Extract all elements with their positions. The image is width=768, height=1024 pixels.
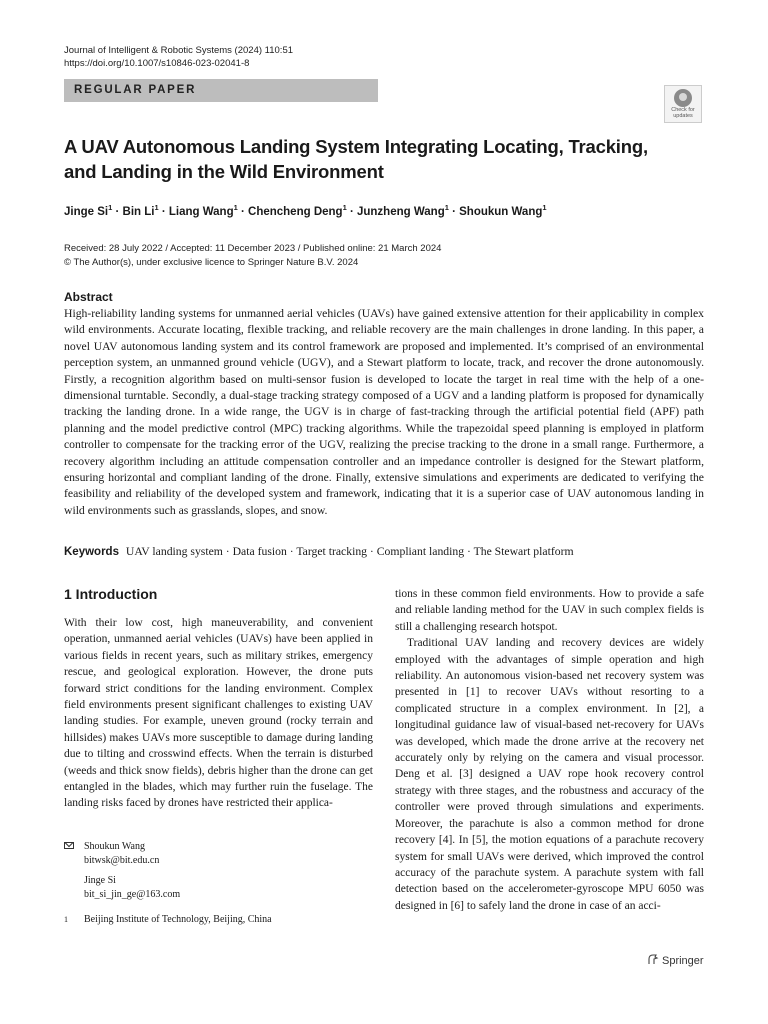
contact-email[interactable]: bit_si_jin_ge@163.com bbox=[84, 888, 181, 900]
author-separator: · bbox=[112, 205, 123, 218]
contact-name: Jinge Si bbox=[84, 875, 116, 886]
author-name[interactable]: Chencheng Deng bbox=[248, 205, 343, 218]
author-name[interactable]: Bin Li bbox=[122, 205, 155, 218]
affiliation-text: Beijing Institute of Technology, Beijing, China bbox=[84, 914, 272, 925]
author-name[interactable]: Liang Wang bbox=[168, 205, 234, 218]
journal-header bbox=[64, 44, 293, 70]
text-run: to safely land the drone in case of an acci- bbox=[464, 899, 661, 912]
envelope-icon bbox=[64, 842, 74, 849]
publisher-name: Springer bbox=[662, 955, 704, 967]
abstract-body: High-reliability landing systems for unmanned aerial vehicles (UAVs) have gained extensive attention for their applicability in complex wild environments. Accurate locating, flexible tracking, and reliable recovery are the main challenges in drone landing. In this paper, a novel UAV autonomous landing system and its control framework are proposed and implemented. It’s comprised of an environmental perception system, an unmanned ground vehicle (UGV), and a Stewart platform to locate, track, and recover the drone autonomously. Firstly, a recognition algorithm based on multi-sensor fusion is developed to locate the target in real time with the help of a one-dimensional turntable. Secondly, a dual-stage tracking strategy composed of a UGV and a landing platform is proposed for dynamically tracking the landing drone. In a wide range, the UGV is in charge of fast-tracking through the artificial potential field (APF) path planning and the model predictive control (MPC) tracking algorithms. While the trapezoidal speed planning is employed in platform controller to compensate for the tracking error of the UGV, realizing the precise tracking to the drone in a small range. Furthermore, a recovery algorithm including an attitude compensation controller and an impedance controller is designed for the Stewart platform, ensuring horizontal and compliant landing of the drone. Finally, extensive simulations and experiments are dedicated to verifying the feasibility and reliability of the developed system and framework, indicating that it is a superior case of UAV autonomous landing in wild environments such as grasslands, slopes, and snow. bbox=[64, 307, 704, 517]
citation-link-2[interactable]: [2] bbox=[674, 702, 688, 715]
text-run: to recover UAVs without resorting to a complicated structure in a complex environment. In bbox=[395, 686, 704, 715]
publication-dates bbox=[64, 242, 441, 270]
check-for-updates-badge[interactable] bbox=[664, 85, 702, 123]
doi-link[interactable]: https://doi.org/10.1007/s10846-023-02041-8 bbox=[64, 58, 250, 69]
keywords-text: UAV landing system · Data fusion · Target tracking · Compliant landing · The Stewart platform bbox=[125, 545, 574, 558]
keywords-label: Keywords bbox=[64, 546, 119, 558]
copyright-line: © The Author(s), under exclusive licence to Springer Nature B.V. 2024 bbox=[64, 257, 359, 268]
text-run: Traditional UAV landing and recovery devices are widely employed with the advantages of simple operation and high reliability. An autonomous vision-based net recovery system was presented in bbox=[395, 637, 704, 699]
contact-name: Shoukun Wang bbox=[84, 841, 145, 852]
citation-link-6[interactable]: [6] bbox=[450, 899, 464, 912]
citation-link-4[interactable]: [4] bbox=[438, 834, 453, 847]
author-separator: · bbox=[237, 205, 249, 218]
author-name[interactable]: Jinge Si bbox=[64, 205, 109, 218]
keywords bbox=[64, 545, 574, 558]
affiliation-number: 1 bbox=[64, 915, 68, 924]
affiliation-footnote bbox=[64, 913, 272, 926]
paper-title bbox=[64, 134, 704, 184]
intro-paragraph-2 bbox=[395, 635, 704, 914]
springer-horse-icon bbox=[646, 953, 659, 966]
right-column bbox=[395, 586, 704, 914]
title-line-1: A UAV Autonomous Landing System Integrating Locating, Tracking, bbox=[64, 136, 648, 157]
text-run: . In bbox=[452, 834, 472, 847]
affiliation-marker: 1 bbox=[233, 203, 238, 212]
badge-text-1: Check for bbox=[671, 107, 695, 113]
author-separator: · bbox=[158, 205, 169, 218]
publisher-logo bbox=[646, 953, 704, 967]
contact-entry bbox=[64, 874, 180, 901]
affiliation-marker: 1 bbox=[542, 203, 547, 212]
affiliation-marker: 1 bbox=[108, 203, 113, 212]
article-type-banner: REGULAR PAPER bbox=[64, 79, 378, 102]
citation-link-3[interactable]: [3] bbox=[459, 768, 473, 781]
journal-citation: Journal of Intelligent & Robotic Systems (2024) 110:51 bbox=[64, 45, 294, 56]
contact-entry bbox=[64, 840, 180, 867]
affiliation-marker: 1 bbox=[444, 203, 449, 212]
contact-email[interactable]: bitwsk@bit.edu.cn bbox=[84, 854, 160, 866]
citation-link-1[interactable]: [1] bbox=[466, 686, 480, 699]
author-name[interactable]: Shoukun Wang bbox=[459, 205, 543, 218]
author-separator: · bbox=[448, 205, 460, 218]
text-run: , the motion equations of a parachute recovery system for small UAVs were derived, which improved the control accuracy of the parachute system. A parachute system with fall detection based on the accelerometer-gyroscope MPU 6050 was designed in bbox=[395, 834, 704, 912]
badge-text-2: updates bbox=[673, 113, 693, 119]
text-run: designed a UAV rope hook recovery control strategy with three stages, and the robustness and accuracy of the controller were proved through simulations and experiments. Moreover, the parachute is also a common method for drone recovery bbox=[395, 768, 704, 847]
author-list bbox=[64, 203, 547, 218]
section-heading-introduction: 1 Introduction bbox=[64, 586, 158, 602]
affiliation-marker: 1 bbox=[154, 203, 159, 212]
author-name[interactable]: Junzheng Wang bbox=[356, 205, 445, 218]
left-column bbox=[64, 615, 373, 812]
text-run: , a longitudinal guidance law of visual-based net-recovery for UAVs was developed, which made the drone arrive at the recovery net accurately only by relying on the camera and visual processor. Deng et al. bbox=[395, 702, 705, 781]
corresponding-authors bbox=[64, 840, 180, 901]
affiliation-marker: 1 bbox=[342, 203, 347, 212]
citation-link-5[interactable]: [5] bbox=[472, 834, 486, 847]
abstract-heading: Abstract bbox=[64, 290, 113, 304]
title-line-2: and Landing in the Wild Environment bbox=[64, 161, 384, 182]
intro-paragraph-1-cont: tions in these common field environments. How to provide a safe and reliable landing method for the UAV in such complex fields is still a challenging research hotspot. bbox=[395, 588, 704, 633]
author-separator: · bbox=[346, 205, 357, 218]
check-updates-icon bbox=[674, 89, 692, 107]
dates-line: Received: 28 July 2022 / Accepted: 11 December 2023 / Published online: 21 March 2024 bbox=[64, 243, 442, 254]
intro-paragraph-1: With their low cost, high maneuverability, and convenient operation, unmanned aerial vehicles (UAVs) have been applied in various fields in recent years, such as military strikes, emergency rescue, and geological exploration. However, the drone puts forward strict conditions for the landing environment. Complex field environments present significant challenges to existing UAV landing studies. For example, uneven ground (rocky terrain and hillsides) makes UAVs more susceptible to damage during landing due to tilting and crosswind effects. When the terrain is disturbed (weeds and thick snow fields), debris higher than the drone can get entangled in the blades, which may further ruin the fuselage. The landing risks faced by drones have restricted their applica- bbox=[64, 617, 373, 810]
